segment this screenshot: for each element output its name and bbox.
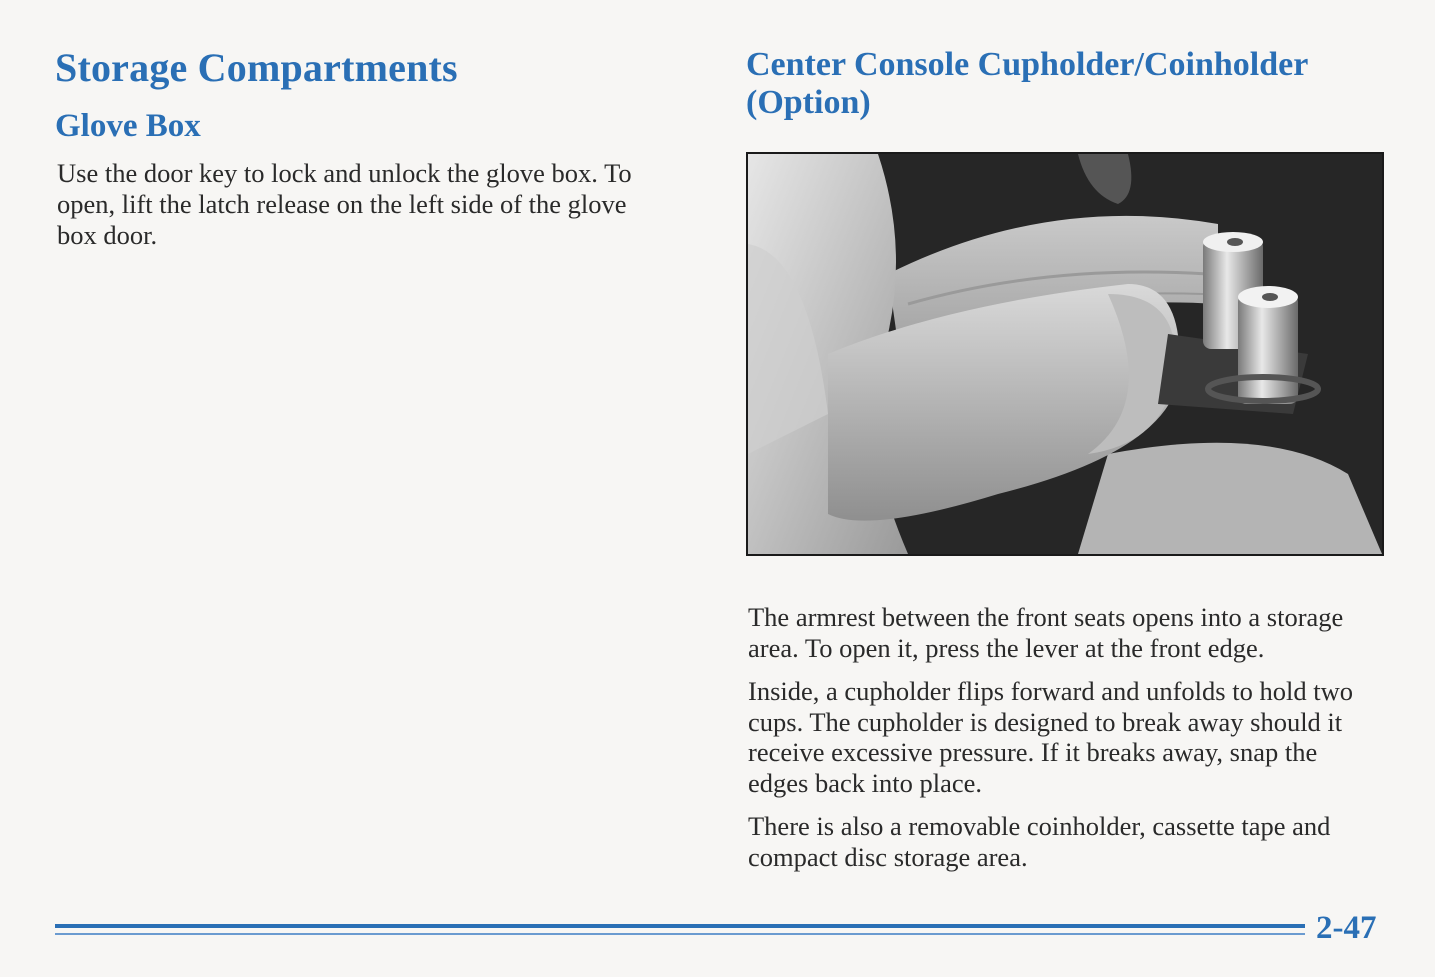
footer-rule-secondary bbox=[55, 933, 1305, 935]
footer-rule bbox=[55, 924, 1305, 928]
center-console-title: Center Console Cupholder/Coinholder (Option) bbox=[746, 46, 1308, 121]
cupholder-body bbox=[748, 602, 1384, 885]
paragraph-coinholder: There is also a removable coinholder, cassette tape and compact disc storage area. bbox=[748, 811, 1331, 872]
subsection-title-glove-box: Glove Box bbox=[55, 108, 201, 144]
armrest-illustration bbox=[748, 154, 1382, 554]
paragraph-cupholder: Inside, a cupholder flips forward and unfolds to hold two cups. The cupholder is designed to break away should it receive excessive pressure. If it breaks away, snap the edges back into place. bbox=[748, 676, 1353, 798]
paragraph-armrest: The armrest between the front seats opens into a storage area. To open it, press the lever at the front edge. bbox=[748, 602, 1344, 663]
section-title: Storage Compartments bbox=[55, 45, 458, 90]
page-number: 2-47 bbox=[1316, 910, 1377, 946]
armrest-cupholder-photo bbox=[746, 152, 1384, 556]
glove-box-body: Use the door key to lock and unlock the glove box. To open, lift the latch release on the left side of the glove box door. bbox=[57, 158, 632, 250]
